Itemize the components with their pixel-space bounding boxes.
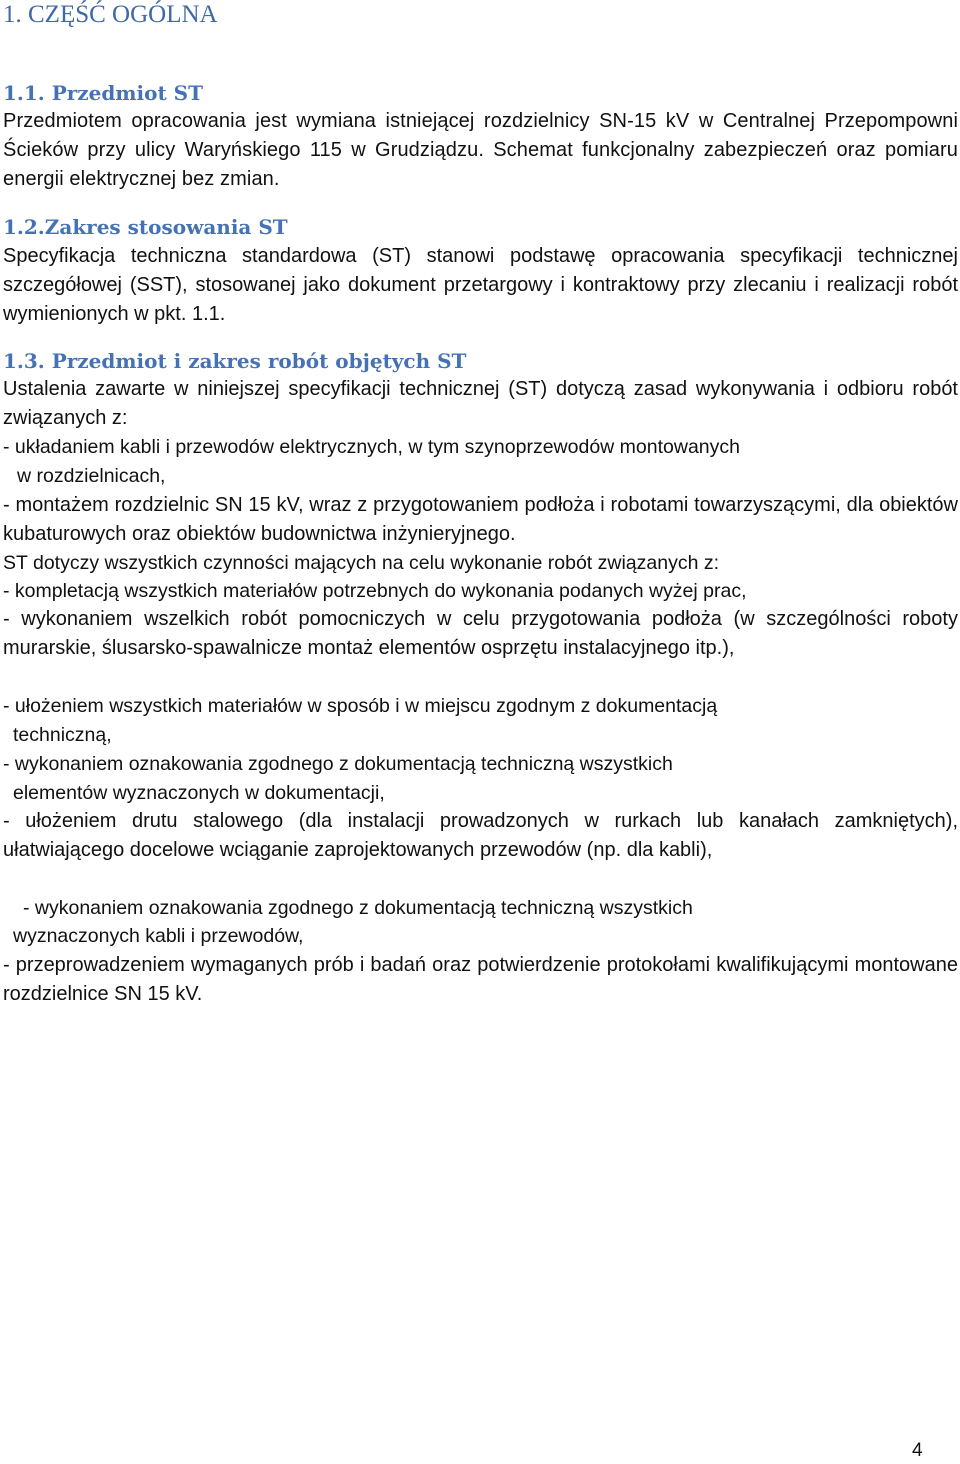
list-item-cables: - układaniem kabli i przewodów elektrycznych, w tym szynoprzewodów montowanych [3, 436, 740, 458]
list-item-marking-cont: elementów wyznaczonych w dokumentacji, [13, 782, 385, 804]
list-item-auxiliary: - wykonaniem wszelkich robót pomocniczych w celu przygotowania podłoża (w szczególności roboty murarskie, ślusarsko-spawalnicze montaż elementów osprzętu instalacyjnego itp.), [3, 608, 958, 659]
list-item-materials: - kompletacją wszystkich materiałów potrzebnych do wykonania podanych wyżej prac, [3, 580, 747, 602]
list-item-placement: - ułożeniem wszystkich materiałów w sposób i w miejscu zgodnym z dokumentacją [3, 695, 718, 717]
section-1-3-heading: 1.3. Przedmiot i zakres robót objętych ST [3, 349, 467, 373]
list-item-cable-marking: - wykonaniem oznakowania zgodnego z dokumentacją techniczną wszystkich [23, 897, 693, 919]
list-item-wire: - ułożeniem drutu stalowego (dla instalacji prowadzonych w rurkach lub kanałach zamkniętych), ułatwiającego docelowe wciąganie zaprojektowanych przewodów (np. dla kabli), [3, 810, 958, 861]
list-item-marking: - wykonaniem oznakowania zgodnego z dokumentacją techniczną wszystkich [3, 753, 673, 775]
section-1-1-text: Przedmiotem opracowania jest wymiana istniejącej rozdzielnicy SN-15 kV w Centralnej Przepompowni Ścieków przy ulicy Waryńskiego 115 w Grudziądzu. Schemat funkcjonalny zabezpieczeń oraz pomiaru energii elektrycznej bez zmian. [3, 110, 958, 190]
section-1-2-text: Specyfikacja techniczna standardowa (ST) stanowi podstawę opracowania specyfikacji technicznej szczegółowej (SST), stosowanej jako dokument przetargowy i kontraktowy przy zlecaniu i realizacji robót wymienionych w pkt. 1.1. [3, 245, 958, 325]
list-item-cable-marking-cont: wyznaczonych kabli i przewodów, [13, 925, 304, 947]
scope-line: ST dotyczy wszystkich czynności mających na celu wykonanie robót związanych z: [3, 552, 720, 574]
page-number: 4 [912, 1440, 923, 1461]
section-1-1-heading: 1.1. Przedmiot ST [3, 81, 203, 105]
list-item-montage: - montażem rozdzielnic SN 15 kV, wraz z przygotowaniem podłoża i robotami towarzyszącymi, dla obiektów kubaturowych oraz obiektów budownictwa inżynieryjnego. [3, 494, 958, 545]
main-heading: 1. CZĘŚĆ OGÓLNA [3, 1, 218, 28]
list-item-cables-cont: w rozdzielnicach, [17, 465, 166, 487]
list-item-tests: - przeprowadzeniem wymaganych prób i badań oraz potwierdzenie protokołami kwalifikującymi montowane rozdzielnice SN 15 kV. [3, 954, 958, 1005]
section-1-3-intro: Ustalenia zawarte w niniejszej specyfikacji technicznej (ST) dotyczą zasad wykonywania i odbioru robót związanych z: [3, 378, 958, 429]
section-1-2-heading: 1.2.Zakres stosowania ST [3, 215, 288, 239]
list-item-placement-cont: techniczną, [13, 724, 112, 746]
